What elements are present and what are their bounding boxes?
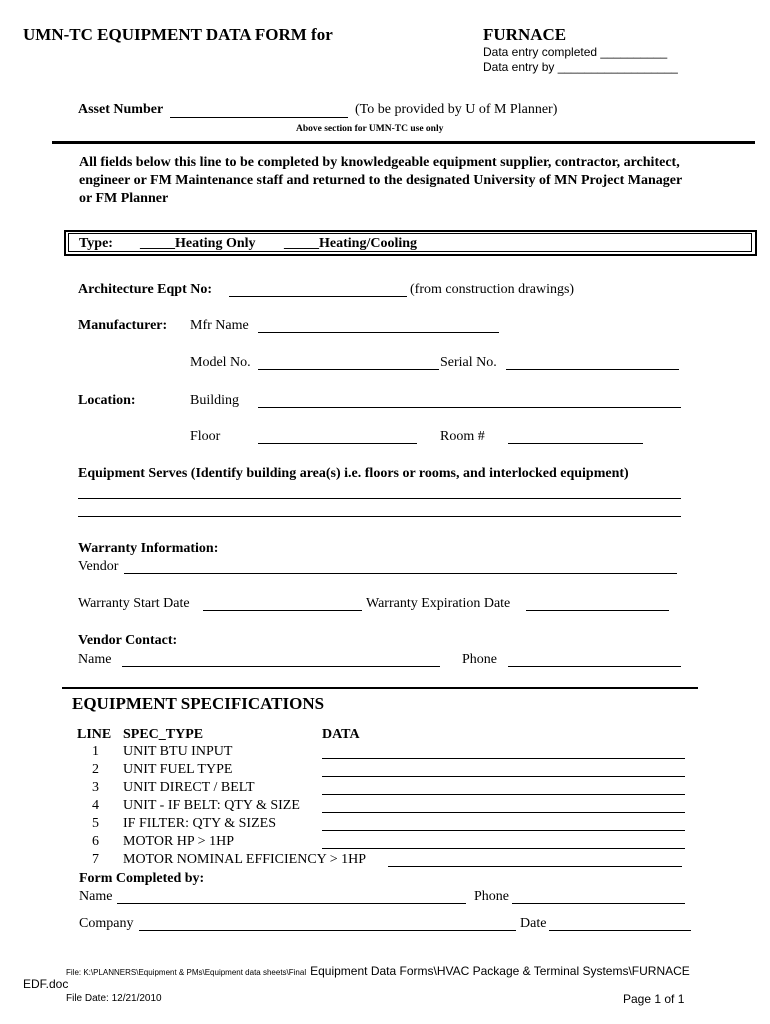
room-field[interactable]: [508, 443, 643, 444]
warranty-start-field[interactable]: [203, 610, 362, 611]
spec-type: MOTOR HP > 1HP: [123, 834, 234, 849]
spec-data-field[interactable]: [388, 866, 682, 867]
equipment-serves-field-2[interactable]: [78, 516, 681, 517]
completed-by-company-label: Company: [79, 916, 134, 931]
vendor-contact-phone-field[interactable]: [508, 666, 681, 667]
form-title: UMN-TC EQUIPMENT DATA FORM for: [23, 25, 333, 44]
equipment-serves-field-1[interactable]: [78, 498, 681, 499]
spec-col-line: LINE: [77, 727, 112, 742]
file-name-end: EDF.doc: [23, 977, 69, 991]
type-label: Type:: [79, 236, 113, 251]
vendor-label: Vendor: [78, 559, 119, 574]
building-field[interactable]: [258, 407, 681, 408]
spec-line-number: 4: [92, 798, 99, 813]
warranty-expiration-field[interactable]: [526, 610, 669, 611]
warranty-expiration-label: Warranty Expiration Date: [366, 596, 511, 611]
asset-number-label: Asset Number: [78, 102, 164, 117]
section-divider: [52, 141, 755, 144]
data-entry-completed: Data entry completed __________: [483, 45, 668, 59]
spec-line-number: 1: [92, 744, 99, 759]
spec-type: UNIT BTU INPUT: [123, 744, 233, 759]
building-label: Building: [190, 393, 240, 408]
spec-col-type: SPEC_TYPE: [123, 727, 204, 742]
model-no-label: Model No.: [190, 355, 251, 370]
floor-label: Floor: [190, 429, 221, 444]
floor-field[interactable]: [258, 443, 417, 444]
vendor-contact-name-label: Name: [78, 652, 112, 667]
completed-by-date-label: Date: [520, 916, 547, 931]
spec-type: IF FILTER: QTY & SIZES: [123, 816, 276, 831]
spec-data-field[interactable]: [322, 794, 685, 795]
manufacturer-label: Manufacturer:: [78, 318, 168, 333]
vendor-contact-heading: Vendor Contact:: [78, 633, 178, 648]
spec-data-field[interactable]: [322, 812, 685, 813]
spec-data-field[interactable]: [322, 758, 685, 759]
asset-number-field[interactable]: [170, 117, 348, 118]
architecture-eqpt-label: Architecture Eqpt No:: [78, 282, 213, 297]
specs-divider: [62, 687, 698, 689]
location-label: Location:: [78, 393, 136, 408]
file-date: File Date: 12/21/2010: [66, 993, 162, 1004]
spec-type: UNIT - IF BELT: QTY & SIZE: [123, 798, 300, 813]
spec-data-field[interactable]: [322, 830, 685, 831]
spec-col-data: DATA: [322, 727, 360, 742]
architecture-eqpt-note: (from construction drawings): [410, 282, 575, 297]
completed-by-company-field[interactable]: [139, 930, 516, 931]
spec-line-number: 3: [92, 780, 99, 795]
type-option-heating-only[interactable]: _____Heating Only: [140, 236, 256, 251]
warranty-start-label: Warranty Start Date: [78, 596, 190, 611]
spec-line-number: 5: [92, 816, 99, 831]
page-number: Page 1 of 1: [623, 992, 685, 1006]
architecture-eqpt-field[interactable]: [229, 296, 407, 297]
equipment-serves-label: Equipment Serves (Identify building area(s) i.e. floors or rooms, and interlocked equipment): [78, 466, 629, 481]
spec-line-number: 2: [92, 762, 99, 777]
vendor-field[interactable]: [124, 573, 677, 574]
mfr-name-label: Mfr Name: [190, 318, 249, 333]
serial-no-field[interactable]: [506, 369, 679, 370]
type-option-heating-cooling[interactable]: _____Heating/Cooling: [284, 236, 418, 251]
completed-by-name-label: Name: [79, 889, 113, 904]
completed-by-phone-label: Phone: [474, 889, 509, 904]
room-label: Room #: [440, 429, 485, 444]
mfr-name-field[interactable]: [258, 332, 499, 333]
file-path: File: K:\PLANNERS\Equipment & PMs\Equipment data sheets\Final Equipment Data Forms\HVAC Package & Terminal Systems\FURNACE: [66, 964, 690, 978]
spec-type: UNIT FUEL TYPE: [123, 762, 233, 777]
completed-by-date-field[interactable]: [549, 930, 691, 931]
completed-by-phone-field[interactable]: [512, 903, 685, 904]
spec-data-field[interactable]: [322, 776, 685, 777]
spec-line-number: 6: [92, 834, 99, 849]
instructions: All fields below this line to be completed by knowledgeable equipment supplier, contractor, architect, engineer or FM Maintenance staff and returned to the designated University of MN Project Manager or FM Planner: [79, 155, 683, 206]
vendor-contact-phone-label: Phone: [462, 652, 497, 667]
spec-line-number: 7: [92, 852, 99, 867]
equipment-type-title: FURNACE: [483, 25, 567, 44]
spec-type: UNIT DIRECT / BELT: [123, 780, 255, 795]
spec-data-field[interactable]: [322, 848, 685, 849]
model-no-field[interactable]: [258, 369, 439, 370]
serial-no-label: Serial No.: [440, 355, 497, 370]
data-entry-by: Data entry by __________________: [483, 60, 678, 74]
vendor-contact-name-field[interactable]: [122, 666, 440, 667]
form-completed-heading: Form Completed by:: [79, 871, 205, 886]
spec-type: MOTOR NOMINAL EFFICIENCY > 1HP: [123, 852, 367, 867]
warranty-heading: Warranty Information:: [78, 541, 219, 556]
section-note: Above section for UMN-TC use only: [296, 124, 444, 134]
completed-by-name-field[interactable]: [117, 903, 466, 904]
specs-heading: EQUIPMENT SPECIFICATIONS: [72, 694, 325, 713]
asset-number-note: (To be provided by U of M Planner): [355, 102, 558, 117]
